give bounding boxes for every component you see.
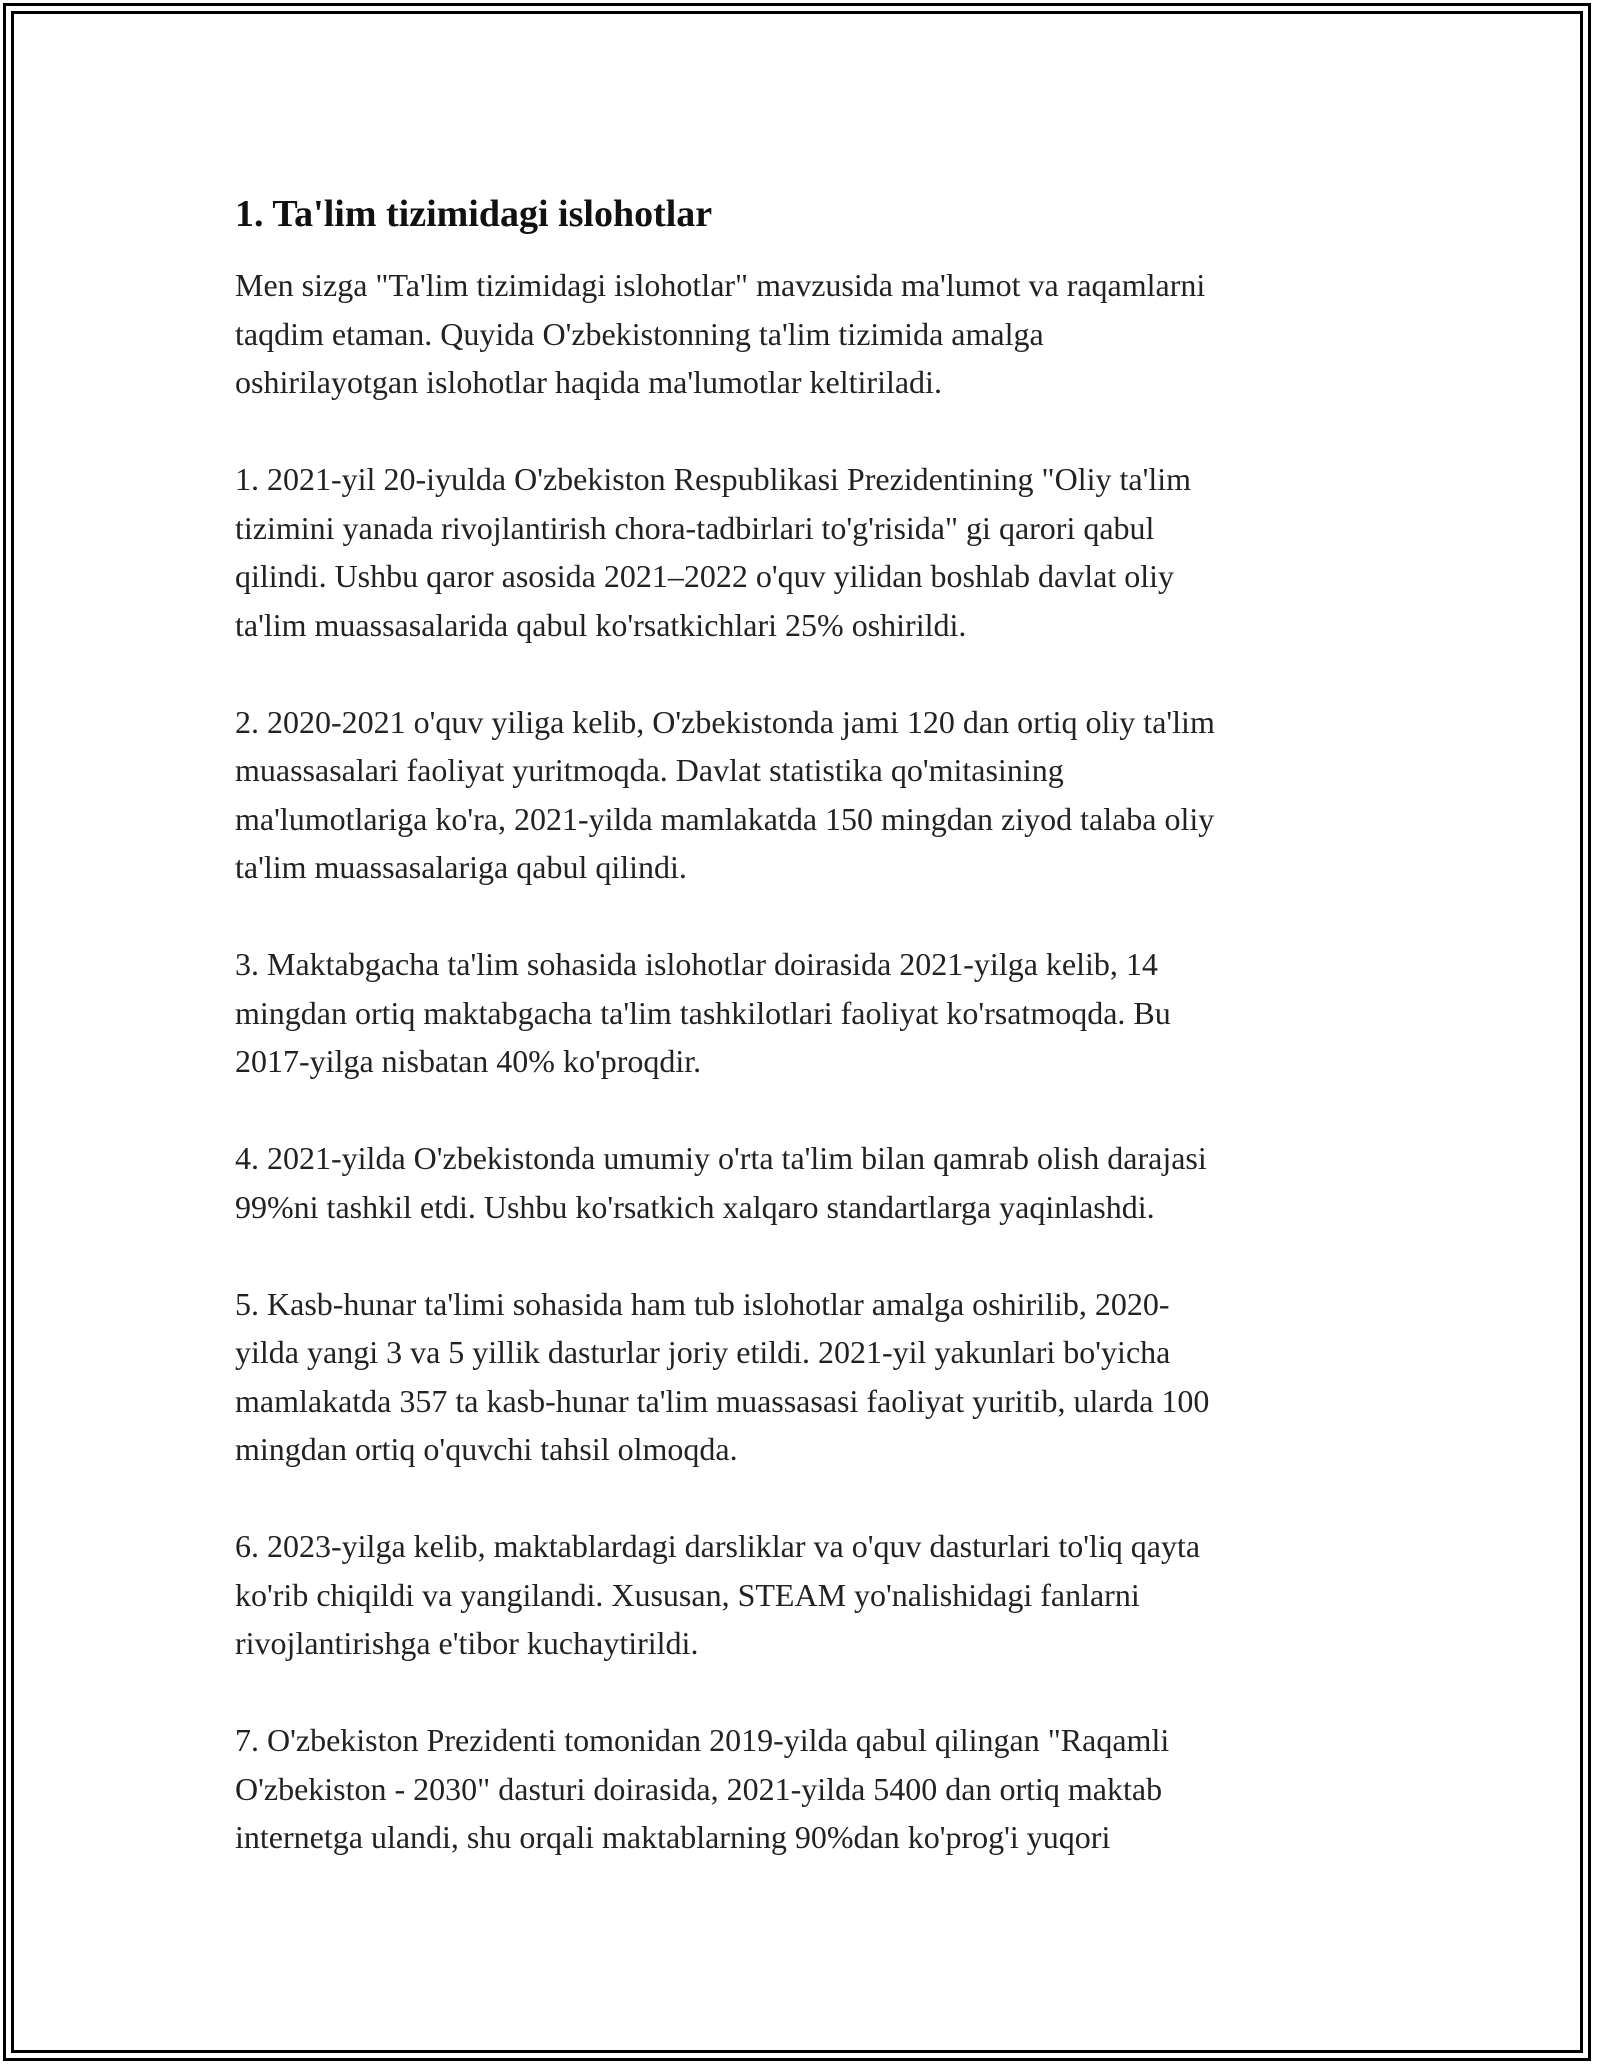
list-item-6 — [235, 1522, 1365, 1668]
paragraph-line: ko'rib chiqildi va yangilandi. Xususan, STEAM yo'nalishidagi fanlarni — [235, 1576, 1140, 1613]
paragraph-line: 5. Kasb-hunar ta'limi sohasida ham tub islohotlar amalga oshirilib, 2020- — [235, 1285, 1170, 1322]
paragraph-line: ma'lumotlariga ko'ra, 2021-yilda mamlakatda 150 mingdan ziyod talaba oliy — [235, 800, 1215, 837]
paragraph-line: ta'lim muassasalariga qabul qilindi. — [235, 849, 687, 885]
document-title: 1. Ta'lim tizimidagi islohotlar — [235, 193, 713, 235]
paragraph-line: yilda yangi 3 va 5 yillik dasturlar joriy etildi. 2021-yil yakunlari bo'yicha — [235, 1334, 1171, 1370]
paragraph-line: mingdan ortiq maktabgacha ta'lim tashkilotlari faoliyat ko'rsatmoqda. Bu — [235, 994, 1171, 1031]
paragraph-line: 2017-yilga nisbatan 40% ko'proqdir. — [235, 1043, 702, 1079]
paragraph-line: 6. 2023-yilga kelib, maktablardagi darsliklar va o'quv dasturlari to'liq qayta — [235, 1528, 1201, 1564]
paragraph-line: 2. 2020-2021 o'quv yiliga kelib, O'zbekistonda jami 120 dan ortiq oliy ta'lim — [235, 703, 1215, 740]
paragraph-line: O'zbekiston - 2030" dasturi doirasida, 2021-yilda 5400 dan ortiq maktab — [235, 1770, 1163, 1807]
paragraph-line: internetga ulandi, shu orqali maktablarning 90%dan ko'prog'i yuqori — [235, 1819, 1111, 1855]
intro-paragraph — [235, 261, 1365, 407]
list-item-1 — [235, 455, 1365, 649]
paragraph-line: 4. 2021-yilda O'zbekistonda umumiy o'rta ta'lim bilan qamrab olish darajasi — [235, 1140, 1207, 1176]
list-item-7 — [235, 1716, 1365, 1862]
paragraph-line: Men sizga "Ta'lim tizimidagi islohotlar" mavzusida ma'lumot va raqamlarni — [235, 267, 1206, 303]
paragraph-line: 1. 2021-yil 20-iyulda O'zbekiston Respublikasi Prezidentining "Oliy ta'lim — [235, 461, 1192, 497]
paragraph-line: 99%ni tashkil etdi. Ushbu ko'rsatkich xalqaro standartlarga yaqinlashdi. — [235, 1188, 1155, 1225]
document-body — [235, 185, 1365, 1910]
paragraph-line: mamlakatda 357 ta kasb-hunar ta'lim muassasasi faoliyat yuritib, ularda 100 — [235, 1382, 1210, 1419]
paragraph-line: mingdan ortiq o'quvchi tahsil olmoqda. — [235, 1431, 738, 1467]
list-item-2 — [235, 698, 1365, 892]
paragraph-line: qilindi. Ushbu qaror asosida 2021–2022 o'quv yilidan boshlab davlat oliy — [235, 558, 1174, 594]
paragraph-line: muassasalari faoliyat yuritmoqda. Davlat statistika qo'mitasining — [235, 752, 1064, 788]
paragraph-line: rivojlantirishga e'tibor kuchaytirildi. — [235, 1625, 699, 1661]
paragraph-line: oshirilayotgan islohotlar haqida ma'lumotlar keltiriladi. — [235, 364, 942, 400]
paragraph-line: tizimini yanada rivojlantirish chora-tadbirlari to'g'risida" gi qarori qabul — [235, 509, 1155, 546]
paragraph-line: 7. O'zbekiston Prezidenti tomonidan 2019-yilda qabul qilingan "Raqamli — [235, 1722, 1170, 1758]
list-item-5 — [235, 1280, 1365, 1474]
paragraph-line: ta'lim muassasalarida qabul ko'rsatkichlari 25% oshirildi. — [235, 606, 967, 643]
list-item-4 — [235, 1134, 1365, 1231]
paragraph-line: taqdim etaman. Quyida O'zbekistonning ta'lim tizimida amalga — [235, 315, 1044, 352]
list-item-3 — [235, 940, 1365, 1086]
paragraph-line: 3. Maktabgacha ta'lim sohasida islohotlar doirasida 2021-yilga kelib, 14 — [235, 946, 1158, 982]
